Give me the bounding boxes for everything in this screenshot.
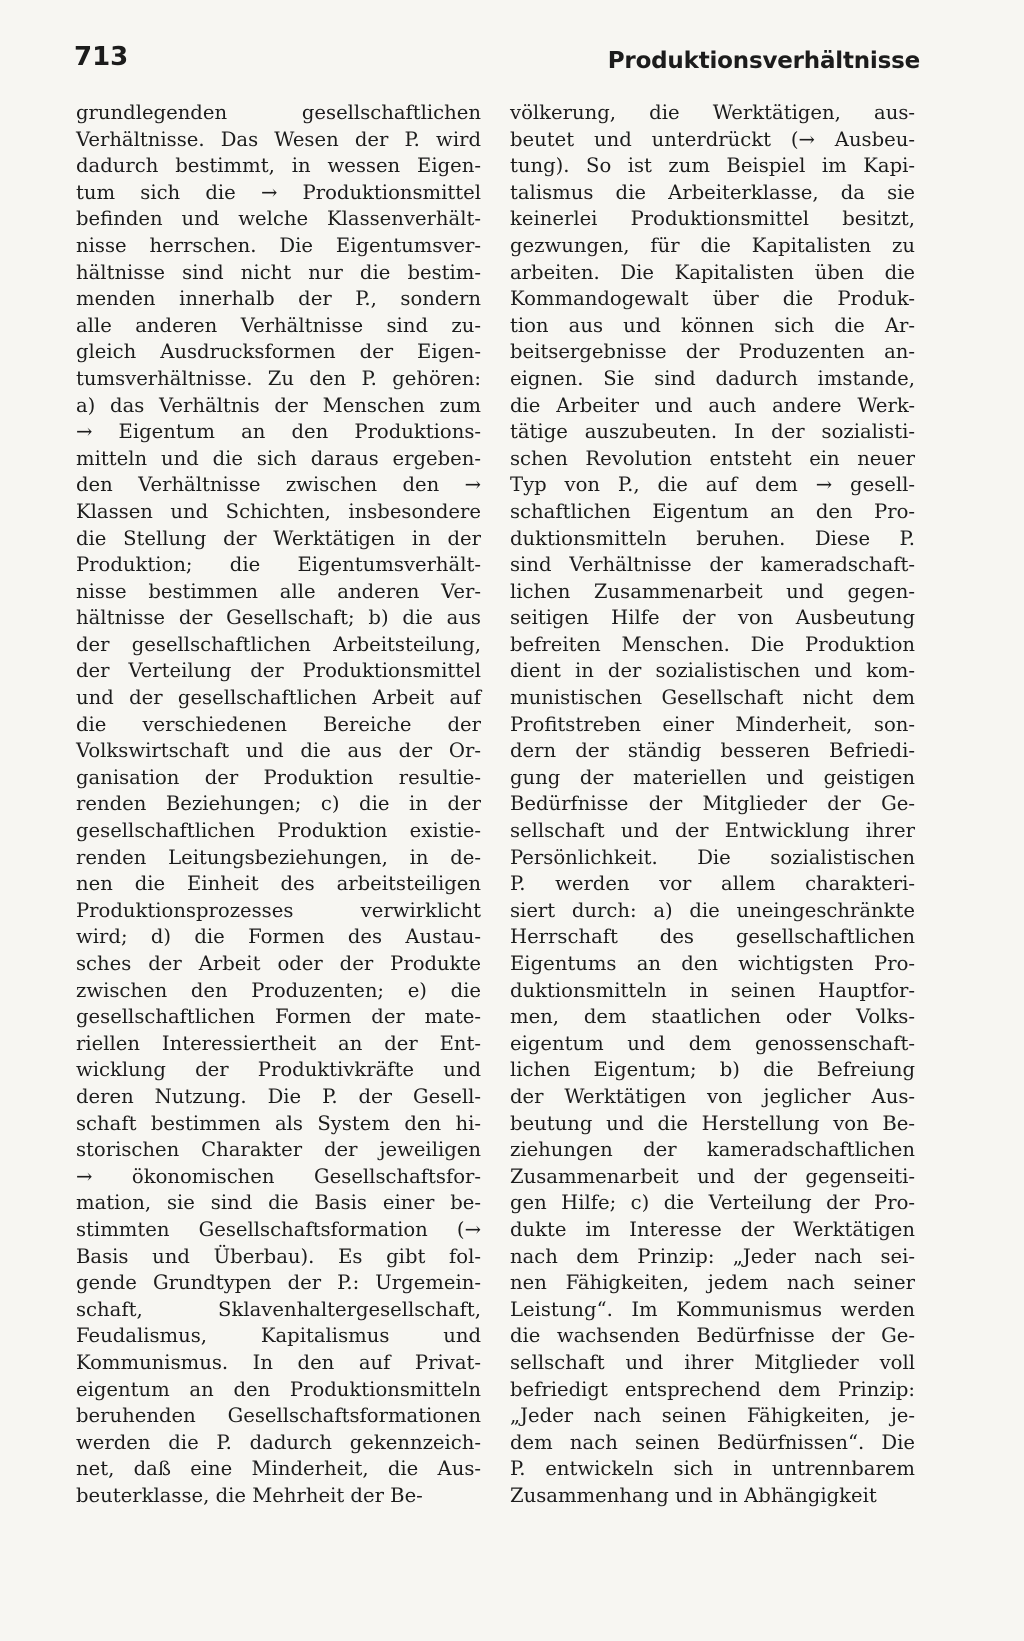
text-line: gende Grundtypen der P.: Urgemein- xyxy=(76,1271,481,1295)
text-line: beruhenden Gesellschaftsformationen xyxy=(76,1404,481,1428)
text-line: nisse herrschen. Die Eigentumsver- xyxy=(76,233,481,257)
text-line: gesellschaftlichen Formen der mate- xyxy=(76,1005,481,1029)
text-line: alle anderen Verhältnisse sind zu- xyxy=(76,313,481,337)
text-line: und der gesellschaftlichen Arbeit auf xyxy=(76,686,481,710)
text-line: a) das Verhältnis der Menschen zum xyxy=(76,393,481,417)
text-line: Produktion; die Eigentumsverhält- xyxy=(76,553,481,577)
text-line: dern der ständig besseren Befriedi- xyxy=(510,739,915,763)
text-line: → Eigentum an den Produktions- xyxy=(76,420,481,444)
text-line: siert durch: a) die uneingeschränkte xyxy=(510,898,915,922)
text-line: gesellschaftlichen Produktion existie- xyxy=(76,819,481,843)
text-line: sind Verhältnisse der kameradschaft- xyxy=(510,553,915,577)
text-line: tumsverhältnisse. Zu den P. gehören: xyxy=(76,366,481,390)
text-line: sellschaft und der Entwicklung ihrer xyxy=(510,819,915,843)
text-line: die verschiedenen Bereiche der xyxy=(76,712,481,736)
text-line: dukte im Interesse der Werktätigen xyxy=(510,1217,915,1241)
page-number: 713 xyxy=(74,42,129,72)
text-line: Leistung“. Im Kommunismus werden xyxy=(510,1297,915,1321)
text-line: beuterklasse, die Mehrheit der Be- xyxy=(76,1483,423,1507)
text-line: der Werktätigen von jeglicher Aus- xyxy=(510,1084,915,1108)
text-line: mitteln und die sich daraus ergeben- xyxy=(76,446,481,470)
text-line: beitsergebnisse der Produzenten an- xyxy=(510,340,915,364)
text-line: dient in der sozialistischen und kom- xyxy=(510,659,915,683)
text-line: schaft, Sklavenhaltergesellschaft, xyxy=(76,1297,481,1321)
text-line: den Verhältnisse zwischen den → xyxy=(76,473,481,497)
text-line: befreiten Menschen. Die Produktion xyxy=(510,632,915,656)
left-text-column xyxy=(76,100,481,1509)
text-line: Basis und Überbau). Es gibt fol- xyxy=(76,1244,481,1268)
text-line: deren Nutzung. Die P. der Gesell- xyxy=(76,1084,481,1108)
text-line: Persönlichkeit. Die sozialistischen xyxy=(510,845,915,869)
text-line: eigentum und dem genossenschaft- xyxy=(510,1031,915,1055)
text-line: lichen Zusammenarbeit und gegen- xyxy=(510,579,915,603)
text-line: → ökonomischen Gesellschaftsfor- xyxy=(76,1164,481,1188)
text-line: hältnisse sind nicht nur die bestim- xyxy=(76,260,481,284)
text-line: eignen. Sie sind dadurch imstande, xyxy=(510,366,915,390)
text-line: ziehungen der kameradschaftlichen xyxy=(510,1138,915,1162)
text-line: die Arbeiter und auch andere Werk- xyxy=(510,393,915,417)
text-line: tätige auszubeuten. In der sozialisti- xyxy=(510,420,915,444)
text-line: „Jeder nach seinen Fähigkeiten, je- xyxy=(510,1404,915,1428)
text-line: werden die P. dadurch gekennzeich- xyxy=(76,1430,481,1454)
text-line: Volkswirtschaft und die aus der Or- xyxy=(76,739,481,763)
text-line: nen Fähigkeiten, jedem nach seiner xyxy=(510,1271,915,1295)
text-line: die wachsenden Bedürfnisse der Ge- xyxy=(510,1324,915,1348)
text-line: P. entwickeln sich in untrennbarem xyxy=(510,1457,915,1481)
text-line: seitigen Hilfe der von Ausbeutung xyxy=(510,606,915,630)
text-line: duktionsmitteln in seinen Hauptfor- xyxy=(510,978,915,1002)
text-line: schaftlichen Eigentum an den Pro- xyxy=(510,499,915,523)
text-line: keinerlei Produktionsmittel besitzt, xyxy=(510,207,915,231)
text-line: men, dem staatlichen oder Volks- xyxy=(510,1005,915,1029)
text-line: Verhältnisse. Das Wesen der P. wird xyxy=(76,127,481,151)
text-line: Kommunismus. In den auf Privat- xyxy=(76,1350,481,1374)
text-line: zwischen den Produzenten; e) die xyxy=(76,978,481,1002)
running-head: Produktionsverhältnisse xyxy=(607,48,920,74)
text-line: net, daß eine Minderheit, die Aus- xyxy=(76,1457,481,1481)
text-line: Feudalismus, Kapitalismus und xyxy=(76,1324,481,1348)
text-line: grundlegenden gesellschaftlichen xyxy=(76,101,481,124)
text-line: lichen Eigentum; b) die Befreiung xyxy=(510,1058,915,1082)
text-line: storischen Charakter der jeweiligen xyxy=(76,1138,481,1162)
text-line: schen Revolution entsteht ein neuer xyxy=(510,446,915,470)
text-line: gezwungen, für die Kapitalisten zu xyxy=(510,233,915,257)
text-line: beutung und die Herstellung von Be- xyxy=(510,1111,915,1135)
text-line: nisse bestimmen alle anderen Ver- xyxy=(76,579,481,603)
text-line: renden Leitungsbeziehungen, in de- xyxy=(76,845,481,869)
text-line: Zusammenhang und in Abhängigkeit xyxy=(510,1483,877,1507)
text-line: hältnisse der Gesellschaft; b) die aus xyxy=(76,606,481,630)
text-line: talismus die Arbeiterklasse, da sie xyxy=(510,180,915,204)
text-line: dadurch bestimmt, in wessen Eigen- xyxy=(76,154,481,178)
text-line: tung). So ist zum Beispiel im Kapi- xyxy=(510,154,915,178)
text-line: P. werden vor allem charakteri- xyxy=(510,872,915,896)
text-line: munistischen Gesellschaft nicht dem xyxy=(510,686,915,710)
text-line: schaft bestimmen als System den hi- xyxy=(76,1111,481,1135)
text-line: befinden und welche Klassenverhält- xyxy=(76,207,481,231)
text-line: beutet und unterdrückt (→ Ausbeu- xyxy=(510,127,915,151)
text-line: ganisation der Produktion resultie- xyxy=(76,765,481,789)
text-line: nen die Einheit des arbeitsteiligen xyxy=(76,872,481,896)
text-line: sches der Arbeit oder der Produkte xyxy=(76,952,481,975)
text-line: Produktionsprozesses verwirklicht xyxy=(76,898,481,922)
text-line: dem nach seinen Bedürfnissen“. Die xyxy=(510,1430,915,1454)
text-line: renden Beziehungen; c) die in der xyxy=(76,792,481,816)
text-line: der Verteilung der Produktionsmittel xyxy=(76,659,481,683)
text-line: der gesellschaftlichen Arbeitsteilung, xyxy=(76,632,481,656)
text-line: Bedürfnisse der Mitglieder der Ge- xyxy=(510,792,915,816)
text-line: eigentum an den Produktionsmitteln xyxy=(76,1377,481,1401)
right-text-column xyxy=(510,100,915,1509)
text-line: riellen Interessiertheit an der Ent- xyxy=(76,1031,481,1055)
text-line: gen Hilfe; c) die Verteilung der Pro- xyxy=(510,1191,915,1215)
text-line: Profitstreben einer Minderheit, son- xyxy=(510,712,915,736)
text-line: Herrschaft des gesellschaftlichen xyxy=(510,925,915,949)
text-line: Zusammenarbeit und der gegenseiti- xyxy=(510,1164,915,1188)
text-line: tion aus und können sich die Ar- xyxy=(510,313,915,337)
text-line: nach dem Prinzip: „Jeder nach sei- xyxy=(510,1244,915,1268)
text-line: stimmten Gesellschaftsformation (→ xyxy=(76,1217,481,1241)
text-line: arbeiten. Die Kapitalisten üben die xyxy=(510,260,915,284)
text-line: wird; d) die Formen des Austau- xyxy=(76,925,481,949)
text-line: mation, sie sind die Basis einer be- xyxy=(76,1191,481,1215)
text-line: sellschaft und ihrer Mitglieder voll xyxy=(510,1350,915,1374)
text-line: gung der materiellen und geistigen xyxy=(510,765,915,789)
text-line: menden innerhalb der P., sondern xyxy=(76,287,481,311)
text-line: tum sich die → Produktionsmittel xyxy=(76,180,481,204)
text-line: Eigentums an den wichtigsten Pro- xyxy=(510,952,915,975)
text-line: befriedigt entsprechend dem Prinzip: xyxy=(510,1377,915,1401)
text-line: Klassen und Schichten, insbesondere xyxy=(76,499,481,523)
text-line: Kommandogewalt über die Produk- xyxy=(510,287,915,311)
text-line: gleich Ausdrucksformen der Eigen- xyxy=(76,340,481,364)
text-line: duktionsmitteln beruhen. Diese P. xyxy=(510,526,915,550)
text-line: wicklung der Produktivkräfte und xyxy=(76,1058,481,1082)
text-line: völkerung, die Werktätigen, aus- xyxy=(510,101,915,124)
text-line: Typ von P., die auf dem → gesell- xyxy=(510,473,915,497)
text-line: die Stellung der Werktätigen in der xyxy=(76,526,481,550)
